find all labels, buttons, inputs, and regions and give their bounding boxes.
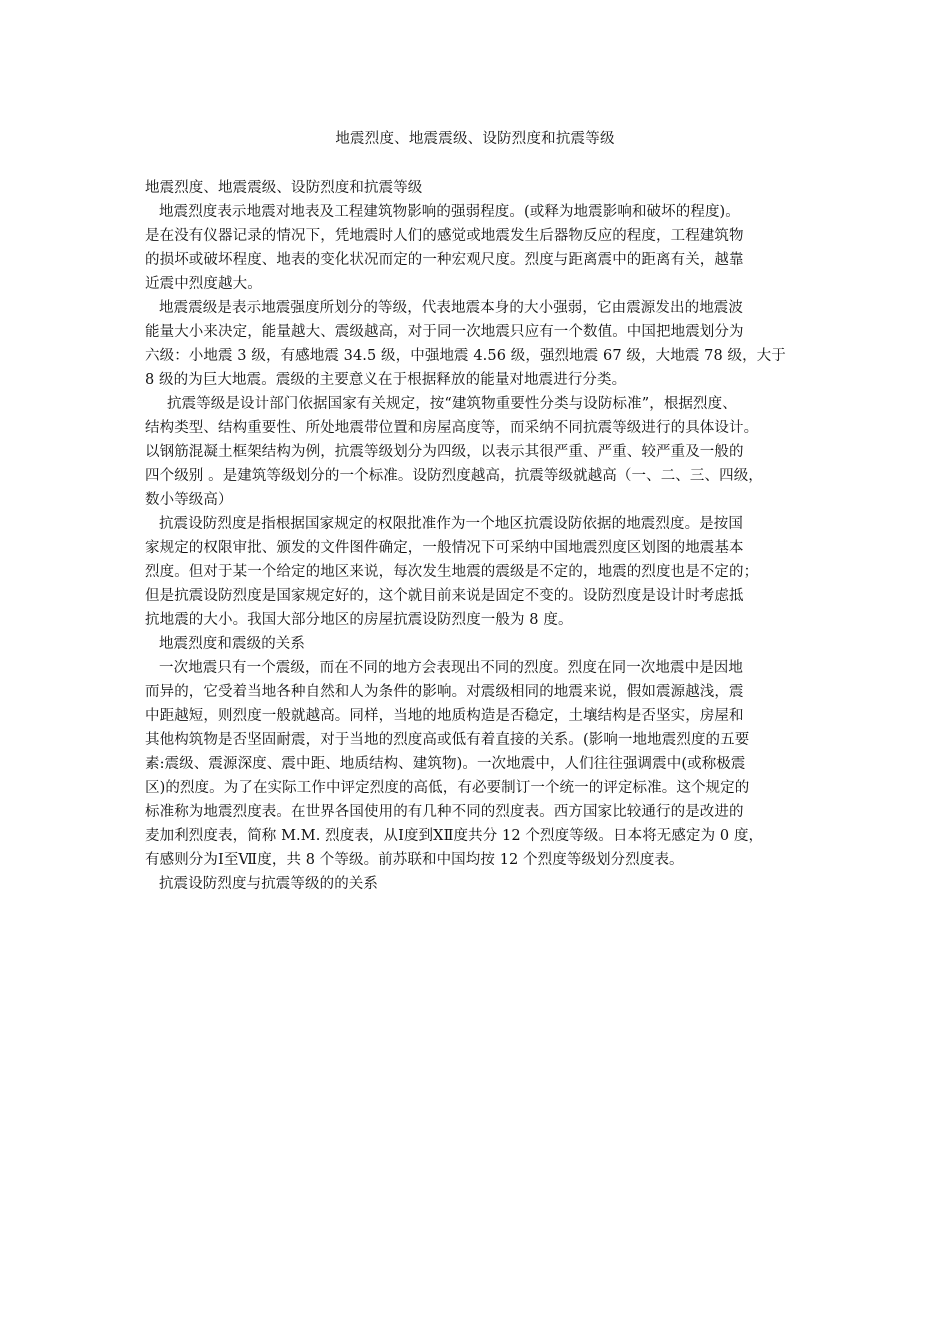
text-line: 有感则分为Ⅰ至Ⅶ度，共 8 个等级。前苏联和中国均按 12 个烈度等级划分烈度表。 xyxy=(145,852,684,868)
text-line: 但是抗震设防烈度是国家规定好的，这个就目前来说是固定不变的。设防烈度是设计时考虑抵 xyxy=(145,588,744,604)
text-line: 四个级别 。是建筑等级划分的一个标准。设防烈度越高，抗震等级就越高（一、二、三、四级， xyxy=(145,468,763,484)
text-line: 结构类型、结构重要性、所处地震带位置和房屋高度等，而采纳不同抗震等级进行的具体设计。 xyxy=(145,420,759,436)
text-line: 8 级的为巨大地震。震级的主要意义在于根据释放的能量对地震进行分类。 xyxy=(145,372,627,388)
text-line: 标准称为地震烈度表。在世界各国使用的有几种不同的烈度表。西方国家比较通行的是改进的 xyxy=(145,804,744,820)
text-line: 抗地震的大小。我国大部分地区的房屋抗震设防烈度一般为 8 度。 xyxy=(145,612,573,628)
text-line: 麦加利烈度表，简称 M.M. 烈度表，从Ⅰ度到ⅩⅡ度共分 12 个烈度等级。日本将无感定为 0 度， xyxy=(145,828,764,844)
text-line: 近震中烈度越大。 xyxy=(145,276,262,292)
text-line: 的损坏或破坏程度、地表的变化状况而定的一种宏观尺度。烈度与距离震中的距离有关，越靠 xyxy=(145,252,744,268)
text-line: 是在没有仪器记录的情况下，凭地震时人们的感觉或地震发生后器物反应的程度，工程建筑物 xyxy=(145,228,744,244)
text-line: 其他构筑物是否坚固耐震，对于当地的烈度高或低有着直接的关系。(影响一地地震烈度的五要 xyxy=(145,732,750,748)
text-line: 抗震等级是设计部门依据国家有关规定，按“建筑物重要性分类与设防标准”，根据烈度、 xyxy=(167,396,737,412)
document-body xyxy=(145,176,817,896)
text-line: 抗震设防烈度与抗震等级的的关系 xyxy=(159,876,378,892)
text-line: 一次地震只有一个震级，而在不同的地方会表现出不同的烈度。烈度在同一次地震中是因地 xyxy=(159,660,743,676)
text-line: 能量大小来决定，能量越大、震级越高，对于同一次地震只应有一个数值。中国把地震划分为 xyxy=(145,324,744,340)
text-line: 而异的，它受着当地各种自然和人为条件的影响。对震级相同的地震来说，假如震源越浅，震 xyxy=(145,684,744,700)
text-line: 区)的烈度。为了在实际工作中评定烈度的高低，有必要制订一个统一的评定标准。这个规定的 xyxy=(145,780,750,796)
document-title: 地震烈度、地震震级、设防烈度和抗震等级 xyxy=(335,131,615,147)
text-line: 烈度。但对于某一个给定的地区来说，每次发生地震的震级是不定的，地震的烈度也是不定的； xyxy=(145,564,759,580)
text-line: 地震烈度和震级的关系 xyxy=(159,636,305,652)
text-line: 抗震设防烈度是指根据国家规定的权限批准作为一个地区抗震设防依据的地震烈度。是按国 xyxy=(159,516,743,532)
text-line: 以钢筋混凝土框架结构为例，抗震等级划分为四级，以表示其很严重、严重、较严重及一般的 xyxy=(145,444,744,460)
text-line: 地震震级是表示地震强度所划分的等级，代表地震本身的大小强弱，它由震源发出的地震波 xyxy=(159,300,743,316)
text-line: 中距越短，则烈度一般就越高。同样，当地的地质构造是否稳定，土壤结构是否坚实，房屋和 xyxy=(145,708,744,724)
text-line: 地震烈度、地震震级、设防烈度和抗震等级 xyxy=(145,180,423,196)
text-line: 素:震级、震源深度、震中距、地质结构、建筑物)。一次地震中，人们往往强调震中(或称极震 xyxy=(145,756,746,772)
text-line: 家规定的权限审批、颁发的文件图件确定，一般情况下可采纳中国地震烈度区划图的地震基本 xyxy=(145,540,744,556)
text-line: 数小等级高） xyxy=(145,492,233,508)
text-line: 六级：小地震 3 级，有感地震 34.5 级，中强地震 4.56 级，强烈地震 67 级，大地震 78 级，大于 xyxy=(145,348,786,364)
text-line: 地震烈度表示地震对地表及工程建筑物影响的强弱程度。(或释为地震影响和破坏的程度)。 xyxy=(159,204,740,220)
